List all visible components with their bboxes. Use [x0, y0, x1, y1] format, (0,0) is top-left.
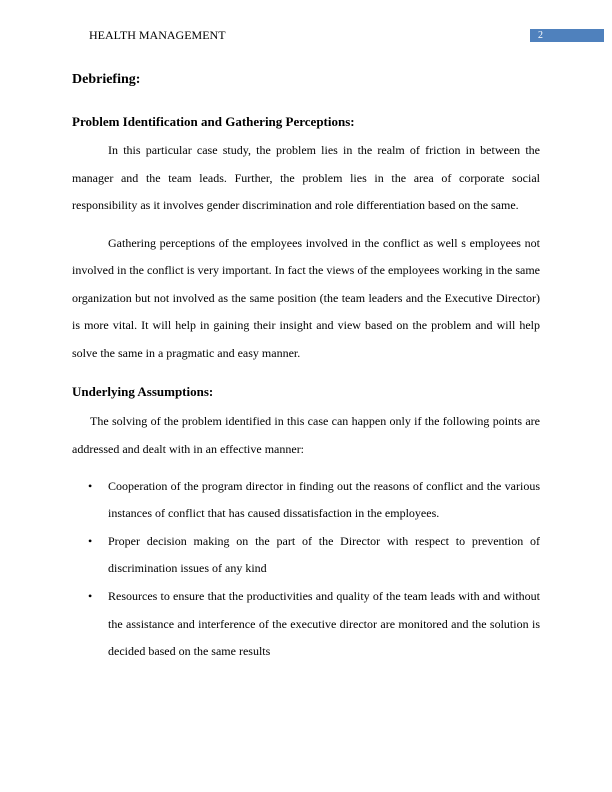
text-line: Resources to ensure that the productivities and quality of the team leads with and without	[108, 589, 540, 603]
text-line: solve the same in a pragmatic and easy manner.	[72, 346, 301, 360]
bullet-icon: •	[88, 534, 93, 548]
text-line: manager and the team leads. Further, the problem lies in the area of corporate social	[72, 171, 540, 185]
text-line: decided based on the same results	[108, 644, 271, 658]
running-header: HEALTH MANAGEMENT	[89, 28, 226, 42]
text-line: discrimination issues of any kind	[108, 561, 267, 575]
heading-problem-identification: Problem Identification and Gathering Perceptions:	[72, 114, 355, 129]
text-line: is more vital. It will help in gaining their insight and view based on the problem and will help	[72, 318, 540, 332]
bullet-icon: •	[88, 479, 93, 493]
text-line: addressed and dealt with in an effective manner:	[72, 442, 305, 456]
text-line: Cooperation of the program director in finding out the reasons of conflict and the various	[108, 479, 540, 493]
heading-underlying-assumptions: Underlying Assumptions:	[72, 384, 214, 399]
text-line: organization but not involved as the same position (the team leaders and the Executive Director)	[72, 291, 540, 305]
text-line: Proper decision making on the part of the Director with respect to prevention of	[108, 534, 540, 548]
text-line: In this particular case study, the problem lies in the realm of friction in between the	[108, 143, 540, 157]
text-line: the assistance and interference of the executive director are monitored and the solution is	[108, 617, 540, 631]
text-line: instances of conflict that has caused dissatisfaction in the employees.	[108, 506, 440, 520]
page-number: 2	[530, 29, 604, 42]
text-line: involved in the conflict is very important. In fact the views of the employees working in the same	[72, 263, 540, 277]
text-line: Gathering perceptions of the employees involved in the conflict as well s employees not	[108, 236, 540, 250]
text-line: The solving of the problem identified in this case can happen only if the following points are	[90, 414, 540, 428]
bullet-icon: •	[88, 589, 93, 603]
text-line: responsibility as it involves gender discrimination and role differentiation based on the same.	[72, 198, 519, 212]
heading-debriefing: Debriefing:	[72, 72, 141, 87]
